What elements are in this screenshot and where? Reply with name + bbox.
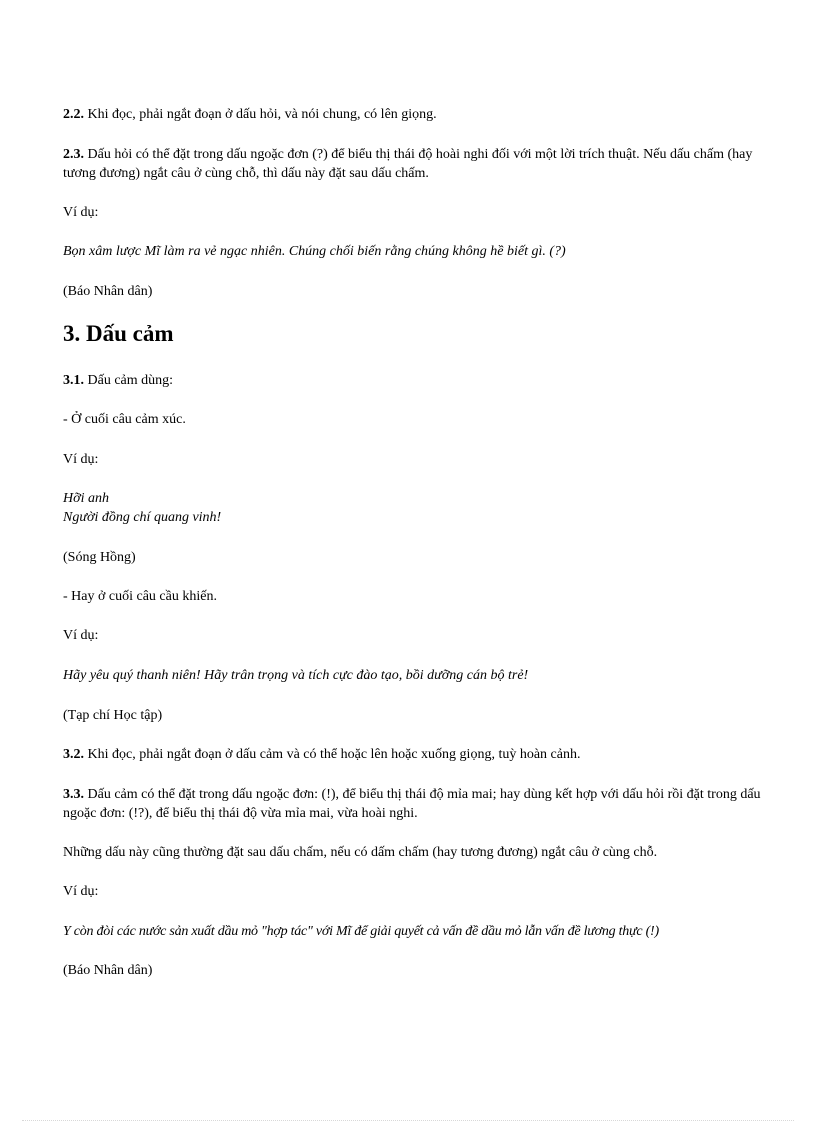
list-item: - Hay ở cuối câu cầu khiến. [63,589,217,604]
paragraph-text: Khi đọc, phải ngắt đoạn ở dấu hỏi, và nói chung, có lên giọng. [84,107,437,122]
paragraph-3-2 [63,745,778,764]
poem-line: Người đồng chí quang vinh! [63,510,222,525]
poem-line: Hỡi anh [63,491,109,506]
section-number: 2.3. [63,147,84,162]
example-source: (Báo Nhân dân) [63,284,153,299]
paragraph-3-1 [63,371,778,390]
example-source: (Báo Nhân dân) [63,963,153,978]
example-label: Ví dụ: [63,628,99,643]
example-quote: Hãy yêu quý thanh niên! Hãy trân trọng và tích cực đào tạo, bồi dưỡng cán bộ trẻ! [63,668,529,683]
example-source: (Tạp chí Học tập) [63,708,163,723]
section-number: 3.1. [63,373,84,388]
list-item: - Ở cuối câu cảm xúc. [63,412,186,427]
example-source: (Sóng Hồng) [63,550,136,565]
paragraph-text: Khi đọc, phải ngắt đoạn ở dấu cảm và có thể hoặc lên hoặc xuống giọng, tuỳ hoàn cảnh. [84,747,581,762]
page-divider [22,1120,794,1121]
paragraph-note: Những dấu này cũng thường đặt sau dấu chấm, nếu có dấm chấm (hay tương đương) ngắt câu ở cùng chỗ. [63,845,658,860]
example-quote: Bọn xâm lược Mĩ làm ra vẻ ngạc nhiên. Chúng chối biến rằng chúng không hề biết gì. (?) [63,244,566,259]
poem-quote [63,489,778,527]
paragraph-text: Dấu cảm có thể đặt trong dấu ngoặc đơn: (!), để biểu thị thái độ mỉa mai; hay dùng kết hợp với dấu hỏi rồi đặt trong dấu ngoặc đơn: (!?), để biểu thị thái độ vừa mỉa mai, vừa hoài nghi. [63,787,761,821]
paragraph-3-3 [63,785,778,823]
paragraph-text: Dấu hỏi có thể đặt trong dấu ngoặc đơn (?) để biểu thị thái độ hoài nghi đối với một lời trích thuật. Nếu dấu chấm (hay tương đương) ngắt câu ở cùng chỗ, thì dấu này đặt sau dấu chấm. [63,147,753,181]
example-quote: Y còn đòi các nước sản xuất dầu mỏ "hợp tác" với Mĩ để giải quyết cả vấn đề dầu mỏ lẫn vấn đề lương thực (!) [63,924,659,939]
example-label: Ví dụ: [63,205,99,220]
section-number: 3.2. [63,747,84,762]
example-label: Ví dụ: [63,452,99,467]
section-number: 3.3. [63,787,84,802]
section-number: 2.2. [63,107,84,122]
example-label: Ví dụ: [63,884,99,899]
paragraph-2-3 [63,145,778,183]
paragraph-2-2 [63,105,778,124]
paragraph-text: Dấu cảm dùng: [84,373,174,388]
section-heading: 3. Dấu cảm [63,321,174,346]
